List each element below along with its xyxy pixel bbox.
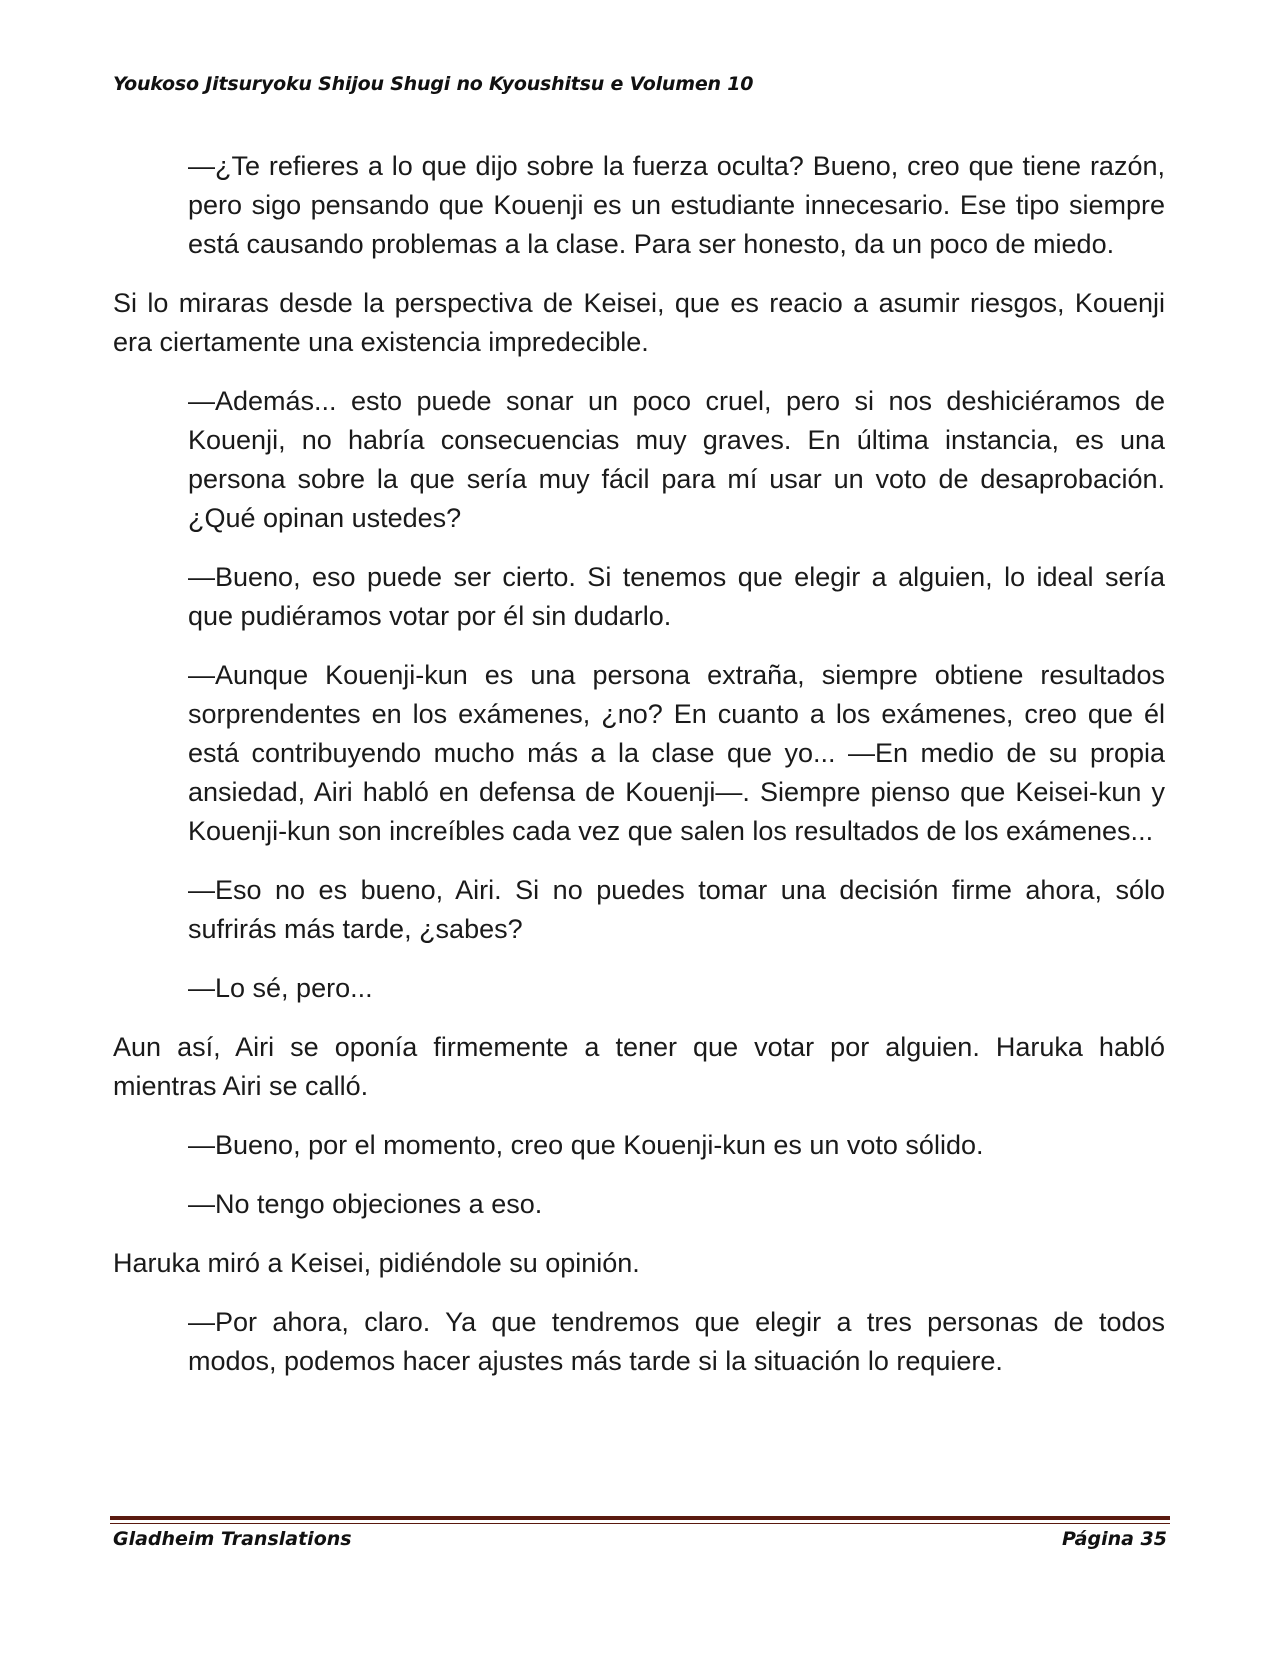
paragraph-dialogue: —Además... esto puede sonar un poco cruel, pero si nos deshiciéramos de Kouenji, no habría consecuencias muy graves. En última instancia, es una persona sobre la que sería muy fácil para mí usar un voto de desaprobación. ¿Qué opinan ustedes? bbox=[188, 386, 1165, 533]
paragraph-dialogue: —No tengo objeciones a eso. bbox=[188, 1189, 543, 1219]
paragraph-narration: Haruka miró a Keisei, pidiéndole su opinión. bbox=[113, 1248, 640, 1278]
paragraph-dialogue: —Bueno, eso puede ser cierto. Si tenemos que elegir a alguien, lo ideal sería que pudiéramos votar por él sin dudarlo. bbox=[188, 562, 1165, 631]
page-body bbox=[113, 147, 1165, 1401]
paragraph-dialogue: —Eso no es bueno, Airi. Si no puedes tomar una decisión firme ahora, sólo sufrirás más tarde, ¿sabes? bbox=[188, 875, 1165, 944]
paragraph-dialogue: —Bueno, por el momento, creo que Kouenji-kun es un voto sólido. bbox=[188, 1130, 984, 1160]
footer-divider-thin bbox=[110, 1523, 1170, 1524]
footer-translator: Gladheim Translations bbox=[113, 1528, 352, 1550]
running-header: Youkoso Jitsuryoku Shijou Shugi no Kyoushitsu e Volumen 10 bbox=[113, 73, 754, 95]
paragraph-dialogue: —Lo sé, pero... bbox=[188, 973, 373, 1003]
footer-divider bbox=[110, 1516, 1170, 1524]
paragraph-dialogue: —Aunque Kouenji-kun es una persona extraña, siempre obtiene resultados sorprendentes en los exámenes, ¿no? En cuanto a los exámenes, creo que él está contribuyendo mucho más a la clase que yo... —En medio de su propia ansiedad, Airi habló en defensa de Kouenji—. Siempre pienso que Keisei-kun y Kouenji-kun son increíbles cada vez que salen los resultados de los exámenes... bbox=[188, 660, 1165, 846]
footer-divider-thick bbox=[110, 1516, 1170, 1520]
paragraph-narration: Aun así, Airi se oponía firmemente a tener que votar por alguien. Haruka habló mientras Airi se calló. bbox=[113, 1032, 1165, 1101]
paragraph-dialogue: —¿Te refieres a lo que dijo sobre la fuerza oculta? Bueno, creo que tiene razón, pero sigo pensando que Kouenji es un estudiante innecesario. Ese tipo siempre está causando problemas a la clase. Para ser honesto, da un poco de miedo. bbox=[188, 151, 1165, 259]
footer-page-number: Página 35 bbox=[1061, 1528, 1167, 1550]
paragraph-narration: Si lo miraras desde la perspectiva de Keisei, que es reacio a asumir riesgos, Kouenji era ciertamente una existencia impredecible. bbox=[113, 288, 1165, 357]
paragraph-dialogue: —Por ahora, claro. Ya que tendremos que elegir a tres personas de todos modos, podemos hacer ajustes más tarde si la situación lo requiere. bbox=[188, 1307, 1165, 1376]
